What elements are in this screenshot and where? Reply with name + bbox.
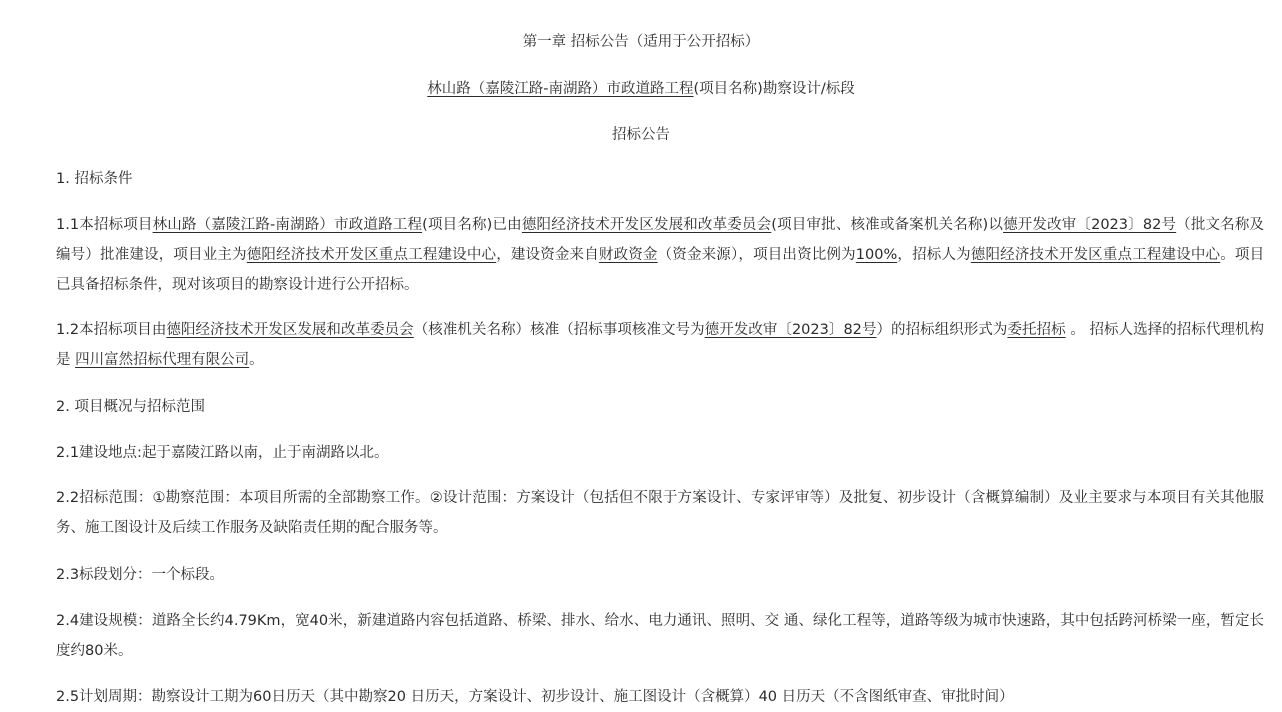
p1-2-text-3: ）的招标组织形式为 bbox=[876, 322, 1008, 338]
p1-2-approver: 德阳经济技术开发区发展和改革委员会 bbox=[166, 322, 414, 338]
project-title bbox=[0, 77, 1282, 98]
paragraph-2-1: 2.1建设地点:起于嘉陵江路以南，止于南湖路以北。 bbox=[56, 445, 389, 461]
p1-1-ratio: 100% bbox=[855, 247, 898, 263]
chapter-title: 第一章 招标公告（适用于公开招标） bbox=[522, 34, 760, 50]
p1-1-owner: 德阳经济技术开发区重点工程建设中心 bbox=[246, 247, 497, 263]
p1-1-text-5: ，建设资金来自 bbox=[496, 247, 599, 263]
p1-2-text-1: 1.2本招标项目由 bbox=[56, 322, 167, 338]
notice-heading: 招标公告 bbox=[612, 127, 670, 143]
paragraph-1-2 bbox=[56, 315, 1264, 375]
p1-2-form: 委托招标 bbox=[1007, 322, 1066, 338]
p1-1-text-6: （资金来源），项目出资比例为 bbox=[657, 247, 856, 263]
p1-1-fund-source: 财政资金 bbox=[598, 247, 658, 263]
p1-1-tenderer: 德阳经济技术开发区重点工程建设中心 bbox=[970, 247, 1221, 263]
p1-1-text-7: ，招标人为 bbox=[897, 247, 971, 263]
paragraph-2-5: 2.5计划周期：勘察设计工期为60日历天（其中勘察20 日历天，方案设计、初步设计、施工图设计（含概算）40 日历天（不含图纸审查、审批时间） bbox=[56, 689, 1014, 705]
p1-2-text-4: 。 招标人选择的招标代理机构是 bbox=[56, 322, 1265, 368]
section-2-heading: 2. 项目概况与招标范围 bbox=[56, 399, 205, 415]
project-name: 林山路（嘉陵江路-南湖路）市政道路工程 bbox=[427, 81, 694, 97]
p1-1-text-8: 。项目已具备招标条件，现对该项目的勘察设计进行公开招标。 bbox=[56, 247, 1265, 293]
p1-1-approver: 德阳经济技术开发区发展和改革委员会 bbox=[521, 217, 772, 233]
paragraph-2-3: 2.3标段划分：一个标段。 bbox=[56, 567, 225, 583]
p1-1-doc-number: 德开发改审〔2023〕82号 bbox=[1003, 217, 1177, 233]
project-title-suffix: (项目名称)勘察设计/标段 bbox=[693, 81, 855, 97]
p1-2-text-2: （核准机关名称）核准（招标事项核准文号为 bbox=[413, 322, 705, 338]
p1-1-text-1: 1.1本招标项目 bbox=[56, 217, 153, 233]
p1-1-text-4: （批文名称及编号）批准建设，项目业主为 bbox=[56, 217, 1265, 263]
p1-1-text-2: (项目名称)已由 bbox=[422, 217, 522, 233]
paragraph-1-1 bbox=[56, 210, 1264, 300]
p1-1-project-name: 林山路（嘉陵江路-南湖路）市政道路工程 bbox=[152, 217, 423, 233]
p1-2-text-5: 。 bbox=[249, 352, 264, 368]
section-1-heading: 1. 招标条件 bbox=[56, 171, 133, 187]
paragraph-2-2: 2.2招标范围：①勘察范围：本项目所需的全部勘察工作。②设计范围：方案设计（包括但不限于方案设计、专家评审等）及批复、初步设计（含概算编制）及业主要求与本项目有关其他服务、施工图设计及后续工作服务及缺陷责任期的配合服务等。 bbox=[56, 490, 1264, 536]
p1-2-doc-number: 德开发改审〔2023〕82号 bbox=[704, 322, 877, 338]
p1-1-text-3: (项目审批、核准或备案机关名称)以 bbox=[771, 217, 1004, 233]
paragraph-2-4: 2.4建设规模：道路全长约4.79Km，宽40米，新建道路内容包括道路、桥梁、排水、给水、电力通讯、照明、交 通、绿化工程等，道路等级为城市快速路，其中包括跨河桥梁一座，暂定长度约80米。 bbox=[56, 613, 1264, 659]
p1-2-agent: 四川富然招标代理有限公司 bbox=[75, 352, 250, 368]
